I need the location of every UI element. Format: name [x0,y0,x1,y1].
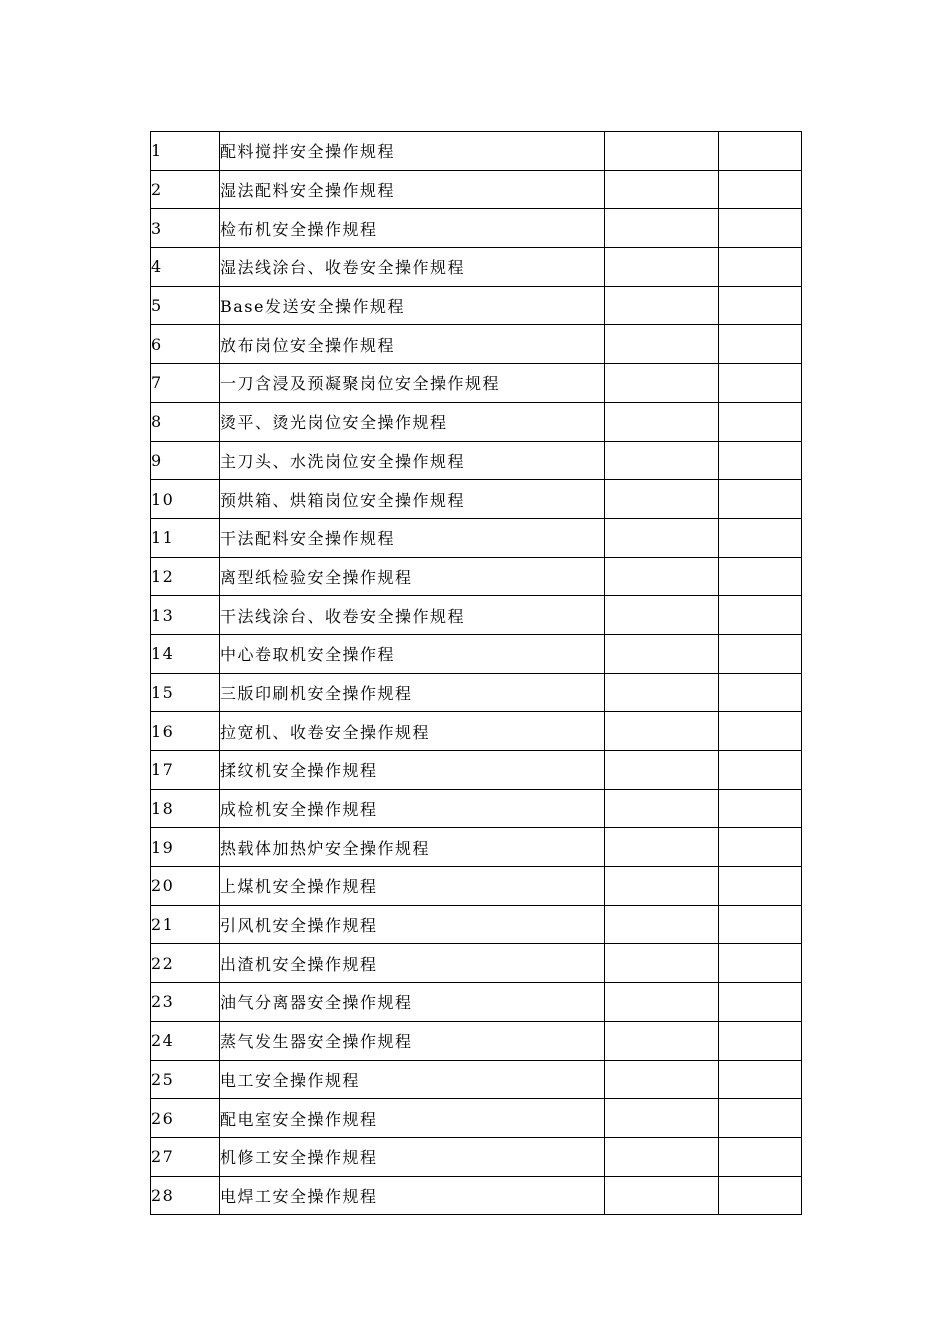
blank-cell-4 [719,1137,802,1176]
blank-cell-4 [719,712,802,751]
blank-cell-4 [719,286,802,325]
blank-cell-4 [719,1176,802,1215]
procedure-name: 主刀头、水洗岗位安全操作规程 [220,441,605,480]
row-number: 7 [151,364,220,403]
blank-cell-3 [605,596,719,635]
blank-cell-3 [605,828,719,867]
blank-cell-3 [605,248,719,287]
blank-cell-3 [605,402,719,441]
procedure-name: 成检机安全操作规程 [220,789,605,828]
blank-cell-3 [605,209,719,248]
row-number: 10 [151,480,220,519]
procedure-name: 油气分离器安全操作规程 [220,983,605,1022]
blank-cell-3 [605,325,719,364]
row-number: 21 [151,905,220,944]
procedure-name: 三版印刷机安全操作规程 [220,673,605,712]
blank-cell-3 [605,518,719,557]
blank-cell-4 [719,828,802,867]
table-row [151,983,802,1022]
row-number: 25 [151,1060,220,1099]
blank-cell-3 [605,1021,719,1060]
blank-cell-3 [605,712,719,751]
table-row [151,209,802,248]
row-number: 14 [151,634,220,673]
blank-cell-4 [719,867,802,906]
blank-cell-3 [605,905,719,944]
row-number: 24 [151,1021,220,1060]
row-number: 16 [151,712,220,751]
table-row [151,867,802,906]
blank-cell-3 [605,364,719,403]
procedure-name: 配料搅拌安全操作规程 [220,132,605,171]
procedure-name: 电工安全操作规程 [220,1060,605,1099]
blank-cell-4 [719,132,802,171]
procedure-name: 引风机安全操作规程 [220,905,605,944]
procedure-name: 烫平、烫光岗位安全操作规程 [220,402,605,441]
table-row [151,1137,802,1176]
blank-cell-4 [719,248,802,287]
row-number: 26 [151,1099,220,1138]
blank-cell-4 [719,751,802,790]
table-row [151,325,802,364]
table-row [151,364,802,403]
row-number: 2 [151,170,220,209]
table-row [151,132,802,171]
blank-cell-4 [719,596,802,635]
table-row [151,1060,802,1099]
procedures-table [150,131,802,1215]
procedure-name: 检布机安全操作规程 [220,209,605,248]
row-number: 12 [151,557,220,596]
table-row [151,557,802,596]
blank-cell-4 [719,1021,802,1060]
blank-cell-4 [719,364,802,403]
blank-cell-4 [719,634,802,673]
procedure-name: 上煤机安全操作规程 [220,867,605,906]
table-row [151,480,802,519]
blank-cell-3 [605,557,719,596]
table-body [151,132,802,1215]
row-number: 28 [151,1176,220,1215]
blank-cell-3 [605,1176,719,1215]
table-row [151,1021,802,1060]
procedure-name: 湿法配料安全操作规程 [220,170,605,209]
table-row [151,1176,802,1215]
blank-cell-3 [605,634,719,673]
blank-cell-4 [719,480,802,519]
blank-cell-3 [605,1060,719,1099]
blank-cell-4 [719,325,802,364]
blank-cell-4 [719,944,802,983]
table-row [151,402,802,441]
procedure-name: 电焊工安全操作规程 [220,1176,605,1215]
procedure-name: 湿法线涂台、收卷安全操作规程 [220,248,605,287]
table-row [151,712,802,751]
procedure-name: 热载体加热炉安全操作规程 [220,828,605,867]
procedure-name: 出渣机安全操作规程 [220,944,605,983]
row-number: 23 [151,983,220,1022]
row-number: 17 [151,751,220,790]
table-row [151,286,802,325]
table-row [151,789,802,828]
row-number: 15 [151,673,220,712]
blank-cell-3 [605,441,719,480]
table-row [151,944,802,983]
table-row [151,634,802,673]
row-number: 22 [151,944,220,983]
table-row [151,170,802,209]
table-row [151,441,802,480]
table-row [151,248,802,287]
blank-cell-4 [719,905,802,944]
document-page [150,131,801,1215]
blank-cell-4 [719,673,802,712]
row-number: 1 [151,132,220,171]
blank-cell-4 [719,983,802,1022]
row-number: 19 [151,828,220,867]
blank-cell-4 [719,1060,802,1099]
blank-cell-3 [605,751,719,790]
blank-cell-4 [719,1099,802,1138]
procedure-name: 配电室安全操作规程 [220,1099,605,1138]
table-row [151,751,802,790]
row-number: 20 [151,867,220,906]
table-row [151,1099,802,1138]
row-number: 11 [151,518,220,557]
blank-cell-4 [719,441,802,480]
blank-cell-3 [605,673,719,712]
procedure-name: 干法配料安全操作规程 [220,518,605,557]
procedure-name: 揉纹机安全操作规程 [220,751,605,790]
blank-cell-3 [605,286,719,325]
table-row [151,905,802,944]
procedure-name: 一刀含浸及预凝聚岗位安全操作规程 [220,364,605,403]
row-number: 6 [151,325,220,364]
table-row [151,518,802,557]
procedure-name: 中心卷取机安全操作程 [220,634,605,673]
procedure-name: 放布岗位安全操作规程 [220,325,605,364]
blank-cell-3 [605,983,719,1022]
table-row [151,828,802,867]
row-number: 18 [151,789,220,828]
row-number: 3 [151,209,220,248]
blank-cell-4 [719,170,802,209]
blank-cell-3 [605,867,719,906]
row-number: 13 [151,596,220,635]
blank-cell-3 [605,789,719,828]
row-number: 9 [151,441,220,480]
procedure-name: 预烘箱、烘箱岗位安全操作规程 [220,480,605,519]
procedure-name: 干法线涂台、收卷安全操作规程 [220,596,605,635]
blank-cell-3 [605,170,719,209]
row-number: 8 [151,402,220,441]
table-row [151,673,802,712]
procedure-name: 机修工安全操作规程 [220,1137,605,1176]
blank-cell-3 [605,480,719,519]
row-number: 4 [151,248,220,287]
table-row [151,596,802,635]
blank-cell-4 [719,518,802,557]
row-number: 5 [151,286,220,325]
blank-cell-4 [719,209,802,248]
procedure-name: 蒸气发生器安全操作规程 [220,1021,605,1060]
procedure-name: 离型纸检验安全操作规程 [220,557,605,596]
blank-cell-3 [605,944,719,983]
blank-cell-3 [605,132,719,171]
procedure-name: 拉宽机、收卷安全操作规程 [220,712,605,751]
row-number: 27 [151,1137,220,1176]
blank-cell-4 [719,789,802,828]
blank-cell-3 [605,1137,719,1176]
procedure-name: Base发送安全操作规程 [220,286,605,325]
blank-cell-4 [719,557,802,596]
blank-cell-3 [605,1099,719,1138]
blank-cell-4 [719,402,802,441]
